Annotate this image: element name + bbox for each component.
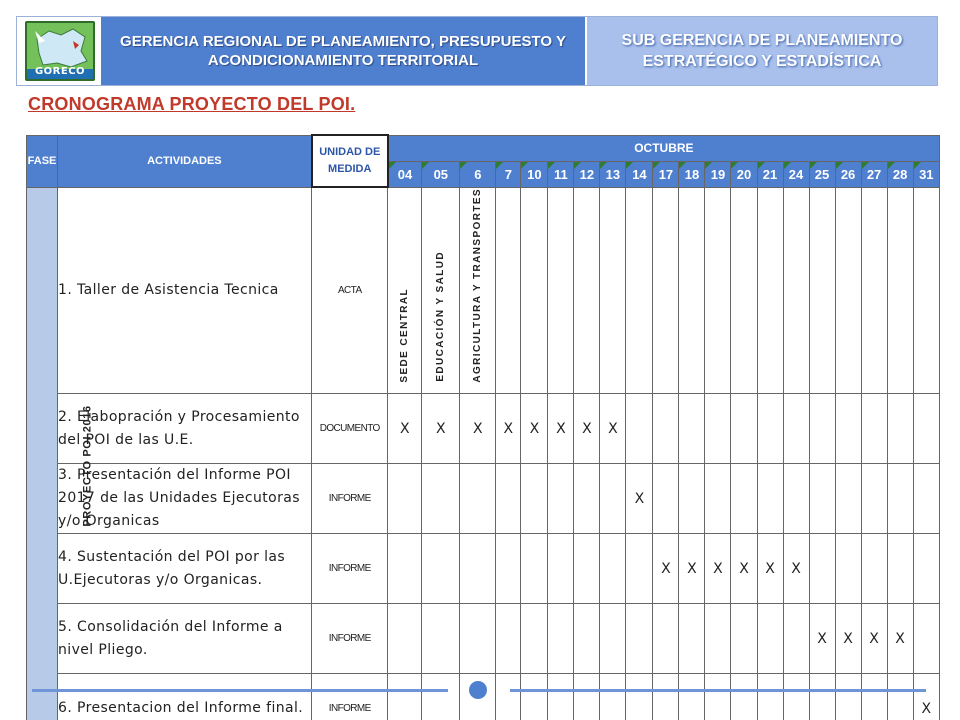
day-header-4: 10 xyxy=(521,161,548,187)
schedule-mark-cell xyxy=(913,604,939,674)
logo-text: GORECO xyxy=(34,66,86,77)
schedule-mark-cell xyxy=(835,464,861,534)
activity-cell: 4. Sustentación del POI por las U.Ejecutoras y/o Organicas. xyxy=(58,534,312,604)
schedule-mark-cell xyxy=(422,674,460,720)
header-right-title: SUB GERENCIA DE PLANEAMIENTO ESTRATÉGICO Y ESTADÍSTICA xyxy=(621,32,903,70)
table-row xyxy=(27,187,940,394)
schedule-mark-cell xyxy=(835,394,861,464)
schedule-mark-cell xyxy=(574,604,600,674)
schedule-mark-cell: X xyxy=(422,394,460,464)
schedule-mark-cell xyxy=(887,187,913,394)
month-header: OCTUBRE xyxy=(388,135,940,161)
schedule-mark-cell xyxy=(653,187,679,394)
schedule-mark-cell xyxy=(861,674,887,720)
schedule-mark-cell xyxy=(887,534,913,604)
table-row xyxy=(27,604,940,674)
unit-cell: INFORME xyxy=(312,674,388,720)
schedule-mark-cell xyxy=(757,394,783,464)
schedule-mark-cell xyxy=(422,464,460,534)
schedule-mark-cell: X xyxy=(388,394,422,464)
day-header-3: 7 xyxy=(496,161,521,187)
schedule-mark-cell xyxy=(913,394,939,464)
schedule-mark-cell xyxy=(521,604,548,674)
schedule-mark-cell: X xyxy=(521,394,548,464)
schedule-mark-cell xyxy=(809,674,835,720)
table-row xyxy=(27,394,940,464)
fase-header: FASE xyxy=(27,135,58,187)
schedule-mark-cell: X xyxy=(757,534,783,604)
schedule-mark-cell xyxy=(626,534,653,604)
day-header-14: 24 xyxy=(783,161,809,187)
schedule-mark-cell xyxy=(653,394,679,464)
activity-cell: 2. Elabopración y Procesamiento del POI de las U.E. xyxy=(58,394,312,464)
schedule-mark-cell xyxy=(653,464,679,534)
schedule-mark-cell xyxy=(626,187,653,394)
activity-cell: 1. Taller de Asistencia Tecnica xyxy=(58,187,312,394)
schedule-mark-cell xyxy=(574,464,600,534)
schedule-mark-cell xyxy=(809,394,835,464)
schedule-mark-cell: X xyxy=(705,534,731,604)
schedule-mark-cell xyxy=(705,464,731,534)
day-header-19: 31 xyxy=(913,161,939,187)
day-header-5: 11 xyxy=(548,161,574,187)
schedule-mark-cell xyxy=(626,674,653,720)
schedule-mark-cell xyxy=(757,674,783,720)
schedule-mark-cell xyxy=(548,534,574,604)
logo-area xyxy=(17,17,101,85)
schedule-mark-cell: X xyxy=(913,674,939,720)
day-header-12: 20 xyxy=(731,161,757,187)
activity-cell: 5. Consolidación del Informe a nivel Pliego. xyxy=(58,604,312,674)
office-label: SEDE CENTRAL xyxy=(399,287,411,383)
footer-line-left xyxy=(32,689,448,692)
office-label-cell xyxy=(422,187,460,394)
schedule-mark-cell xyxy=(600,187,626,394)
schedule-mark-cell xyxy=(731,604,757,674)
day-header-1: 05 xyxy=(422,161,460,187)
schedule-mark-cell xyxy=(521,187,548,394)
schedule-mark-cell xyxy=(496,464,521,534)
fase-label: PROYECTO POI 2016 xyxy=(81,405,94,527)
actividades-header: ACTIVIDADES xyxy=(58,135,312,187)
schedule-mark-cell xyxy=(388,534,422,604)
footer-dot xyxy=(469,681,487,699)
schedule-mark-cell xyxy=(574,187,600,394)
schedule-mark-cell xyxy=(783,604,809,674)
schedule-mark-cell xyxy=(679,604,705,674)
schedule-mark-cell: X xyxy=(809,604,835,674)
schedule-body xyxy=(27,187,940,720)
schedule-mark-cell xyxy=(835,187,861,394)
day-header-8: 14 xyxy=(626,161,653,187)
schedule-mark-cell xyxy=(913,187,939,394)
schedule-mark-cell xyxy=(861,464,887,534)
schedule-mark-cell xyxy=(809,534,835,604)
office-label: EDUCACIÓN Y SALUD xyxy=(435,251,447,383)
unit-cell: INFORME xyxy=(312,464,388,534)
schedule-mark-cell xyxy=(887,464,913,534)
schedule-table xyxy=(26,134,940,720)
schedule-mark-cell xyxy=(809,187,835,394)
schedule-mark-cell xyxy=(783,394,809,464)
schedule-mark-cell xyxy=(388,604,422,674)
unit-cell: INFORME xyxy=(312,604,388,674)
schedule-mark-cell xyxy=(705,394,731,464)
schedule-mark-cell xyxy=(913,464,939,534)
schedule-mark-cell xyxy=(626,604,653,674)
schedule-mark-cell xyxy=(521,464,548,534)
day-header-7: 13 xyxy=(600,161,626,187)
schedule-mark-cell: X xyxy=(887,604,913,674)
schedule-mark-cell xyxy=(460,534,496,604)
schedule-mark-cell xyxy=(574,534,600,604)
schedule-mark-cell: X xyxy=(600,394,626,464)
day-header-17: 27 xyxy=(861,161,887,187)
schedule-mark-cell xyxy=(653,604,679,674)
schedule-mark-cell: X xyxy=(548,394,574,464)
schedule-mark-cell xyxy=(887,394,913,464)
schedule-mark-cell xyxy=(679,464,705,534)
schedule-mark-cell xyxy=(783,187,809,394)
schedule-mark-cell: X xyxy=(835,604,861,674)
unit-cell: DOCUMENTO xyxy=(312,394,388,464)
schedule-mark-cell xyxy=(757,187,783,394)
schedule-mark-cell xyxy=(705,674,731,720)
schedule-mark-cell xyxy=(548,604,574,674)
schedule-table-wrapper xyxy=(26,134,940,717)
schedule-mark-cell xyxy=(731,674,757,720)
header-left-panel xyxy=(101,17,585,85)
schedule-mark-cell: X xyxy=(653,534,679,604)
schedule-mark-cell xyxy=(653,674,679,720)
schedule-mark-cell xyxy=(600,604,626,674)
unidad-header-line1: UNIDAD DE xyxy=(319,146,381,158)
office-label: AGRICULTURA Y TRANSPORTES xyxy=(472,187,484,383)
day-header-15: 25 xyxy=(809,161,835,187)
schedule-mark-cell xyxy=(460,604,496,674)
schedule-mark-cell xyxy=(600,674,626,720)
schedule-mark-cell xyxy=(422,534,460,604)
gorecо-logo-icon xyxy=(25,21,95,81)
day-header-18: 28 xyxy=(887,161,913,187)
schedule-mark-cell xyxy=(600,534,626,604)
schedule-mark-cell xyxy=(913,534,939,604)
schedule-mark-cell xyxy=(757,464,783,534)
schedule-mark-cell xyxy=(600,464,626,534)
schedule-mark-cell xyxy=(835,674,861,720)
schedule-mark-cell: X xyxy=(861,604,887,674)
header-banner xyxy=(16,16,938,86)
day-header-9: 17 xyxy=(653,161,679,187)
activity-cell: 6. Presentacion del Informe final. xyxy=(58,674,312,720)
schedule-mark-cell xyxy=(679,394,705,464)
schedule-mark-cell xyxy=(548,464,574,534)
header-left-title: GERENCIA REGIONAL DE PLANEAMIENTO, PRESUPUESTO Y ACONDICIONAMIENTO TERRITORIAL xyxy=(120,33,566,69)
schedule-mark-cell xyxy=(783,674,809,720)
office-label-cell xyxy=(460,187,496,394)
schedule-mark-cell xyxy=(388,674,422,720)
unidad-header-line2: MEDIDA xyxy=(328,163,372,175)
schedule-mark-cell xyxy=(521,534,548,604)
unidad-header xyxy=(312,135,388,187)
fase-cell xyxy=(27,187,94,720)
activity-cell: 3. Presentación del Informe POI 2017 de las Unidades Ejecutoras y/o Organicas xyxy=(58,464,312,534)
schedule-mark-cell xyxy=(422,604,460,674)
schedule-mark-cell xyxy=(679,674,705,720)
schedule-mark-cell xyxy=(496,187,521,394)
day-header-10: 18 xyxy=(679,161,705,187)
schedule-mark-cell xyxy=(521,674,548,720)
schedule-mark-cell xyxy=(548,674,574,720)
schedule-mark-cell: X xyxy=(574,394,600,464)
schedule-mark-cell: X xyxy=(460,394,496,464)
schedule-mark-cell xyxy=(460,464,496,534)
schedule-mark-cell xyxy=(757,604,783,674)
schedule-mark-cell xyxy=(548,187,574,394)
day-header-6: 12 xyxy=(574,161,600,187)
schedule-mark-cell xyxy=(731,394,757,464)
day-header-2: 6 xyxy=(460,161,496,187)
schedule-mark-cell xyxy=(496,604,521,674)
schedule-mark-cell xyxy=(861,187,887,394)
schedule-mark-cell xyxy=(496,534,521,604)
unit-cell: INFORME xyxy=(312,534,388,604)
schedule-mark-cell xyxy=(861,394,887,464)
schedule-mark-cell xyxy=(887,674,913,720)
schedule-mark-cell xyxy=(809,464,835,534)
office-label-cell xyxy=(388,187,422,394)
schedule-mark-cell xyxy=(705,604,731,674)
schedule-mark-cell: X xyxy=(731,534,757,604)
page-title: CRONOGRAMA PROYECTO DEL POI. xyxy=(28,94,356,114)
day-header-11: 19 xyxy=(705,161,731,187)
schedule-mark-cell xyxy=(496,674,521,720)
schedule-mark-cell: X xyxy=(496,394,521,464)
schedule-mark-cell xyxy=(731,464,757,534)
day-header-13: 21 xyxy=(757,161,783,187)
footer-line-right xyxy=(510,689,926,692)
schedule-mark-cell xyxy=(679,187,705,394)
header-right-panel xyxy=(587,17,937,85)
schedule-mark-cell: X xyxy=(783,534,809,604)
unit-cell: ACTA xyxy=(312,187,388,394)
day-header-0: 04 xyxy=(388,161,422,187)
day-header-16: 26 xyxy=(835,161,861,187)
table-row xyxy=(27,534,940,604)
schedule-mark-cell xyxy=(783,464,809,534)
schedule-mark-cell xyxy=(731,187,757,394)
table-row xyxy=(27,464,940,534)
schedule-mark-cell: X xyxy=(626,464,653,534)
schedule-mark-cell xyxy=(705,187,731,394)
schedule-mark-cell xyxy=(388,464,422,534)
schedule-mark-cell xyxy=(574,674,600,720)
schedule-mark-cell xyxy=(835,534,861,604)
schedule-mark-cell xyxy=(861,534,887,604)
schedule-mark-cell: X xyxy=(679,534,705,604)
schedule-mark-cell xyxy=(626,394,653,464)
